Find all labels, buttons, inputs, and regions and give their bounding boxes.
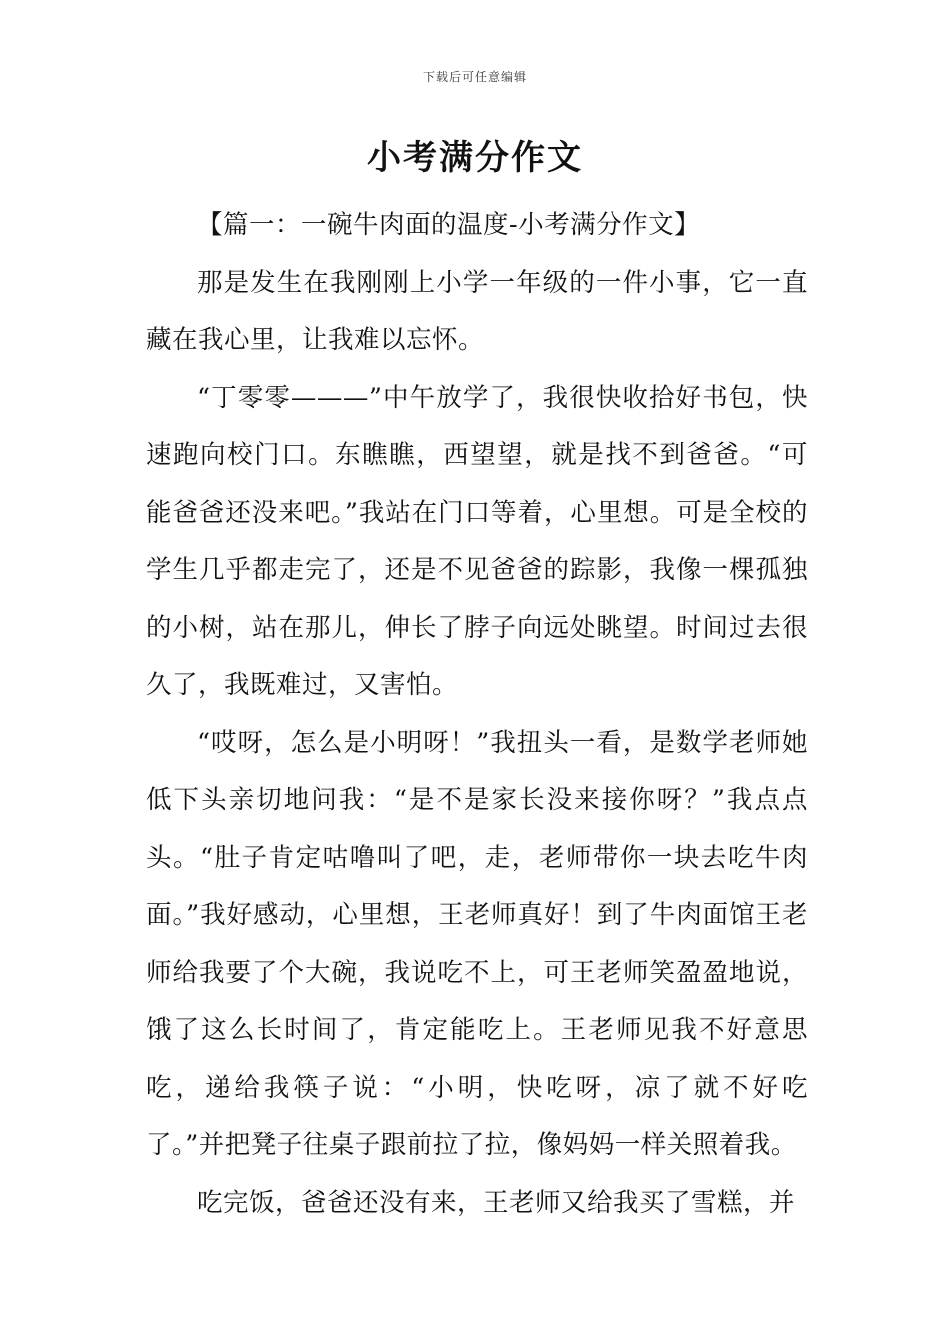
- header-note: 下载后可任意编辑: [422, 70, 527, 84]
- paragraph-4: 吃完饭，爸爸还没有来，王老师又给我买了雪糕，并: [197, 1187, 796, 1218]
- paragraph-1: 那是发生在我刚刚上小学一年级的一件小事，它一直藏在我心里，让我难以忘怀。: [146, 267, 808, 355]
- essay-subtitle: 【篇一：一碗牛肉面的温度-小考满分作文】: [197, 210, 701, 240]
- paragraph-2: “丁零零———”中午放学了，我很快收拾好书包，快速跑向校门口。东瞧瞧，西望望，就是找不到爸爸。“可能爸爸还没来吧。”我站在门口等着，心里想。可是全校的学生几乎都走完了，还是不见爸爸的踪影，我像一棵孤独的小树，站在那儿，伸长了脖子向远处眺望。时间过去很久了，我既难过，又害怕。: [146, 382, 808, 700]
- paragraph-3: “哎呀，怎么是小明呀！”我扭头一看，是数学老师她低下头亲切地问我：“是不是家长没来接你呀？”我点点头。“肚子肯定咕噜叫了吧，走，老师带你一块去吃牛肉面。”我好感动，心里想，王老师真好！到了牛肉面馆王老师给我要了个大碗，我说吃不上，可王老师笑盈盈地说，饿了这么长时间了，肯定能吃上。王老师见我不好意思吃，递给我筷子说：“小明，快吃呀，凉了就不好吃了。”并把凳子往桌子跟前拉了拉，像妈妈一样关照着我。: [146, 727, 808, 1160]
- essay-body: [146, 197, 808, 1232]
- document-title: 小考满分作文: [367, 138, 583, 178]
